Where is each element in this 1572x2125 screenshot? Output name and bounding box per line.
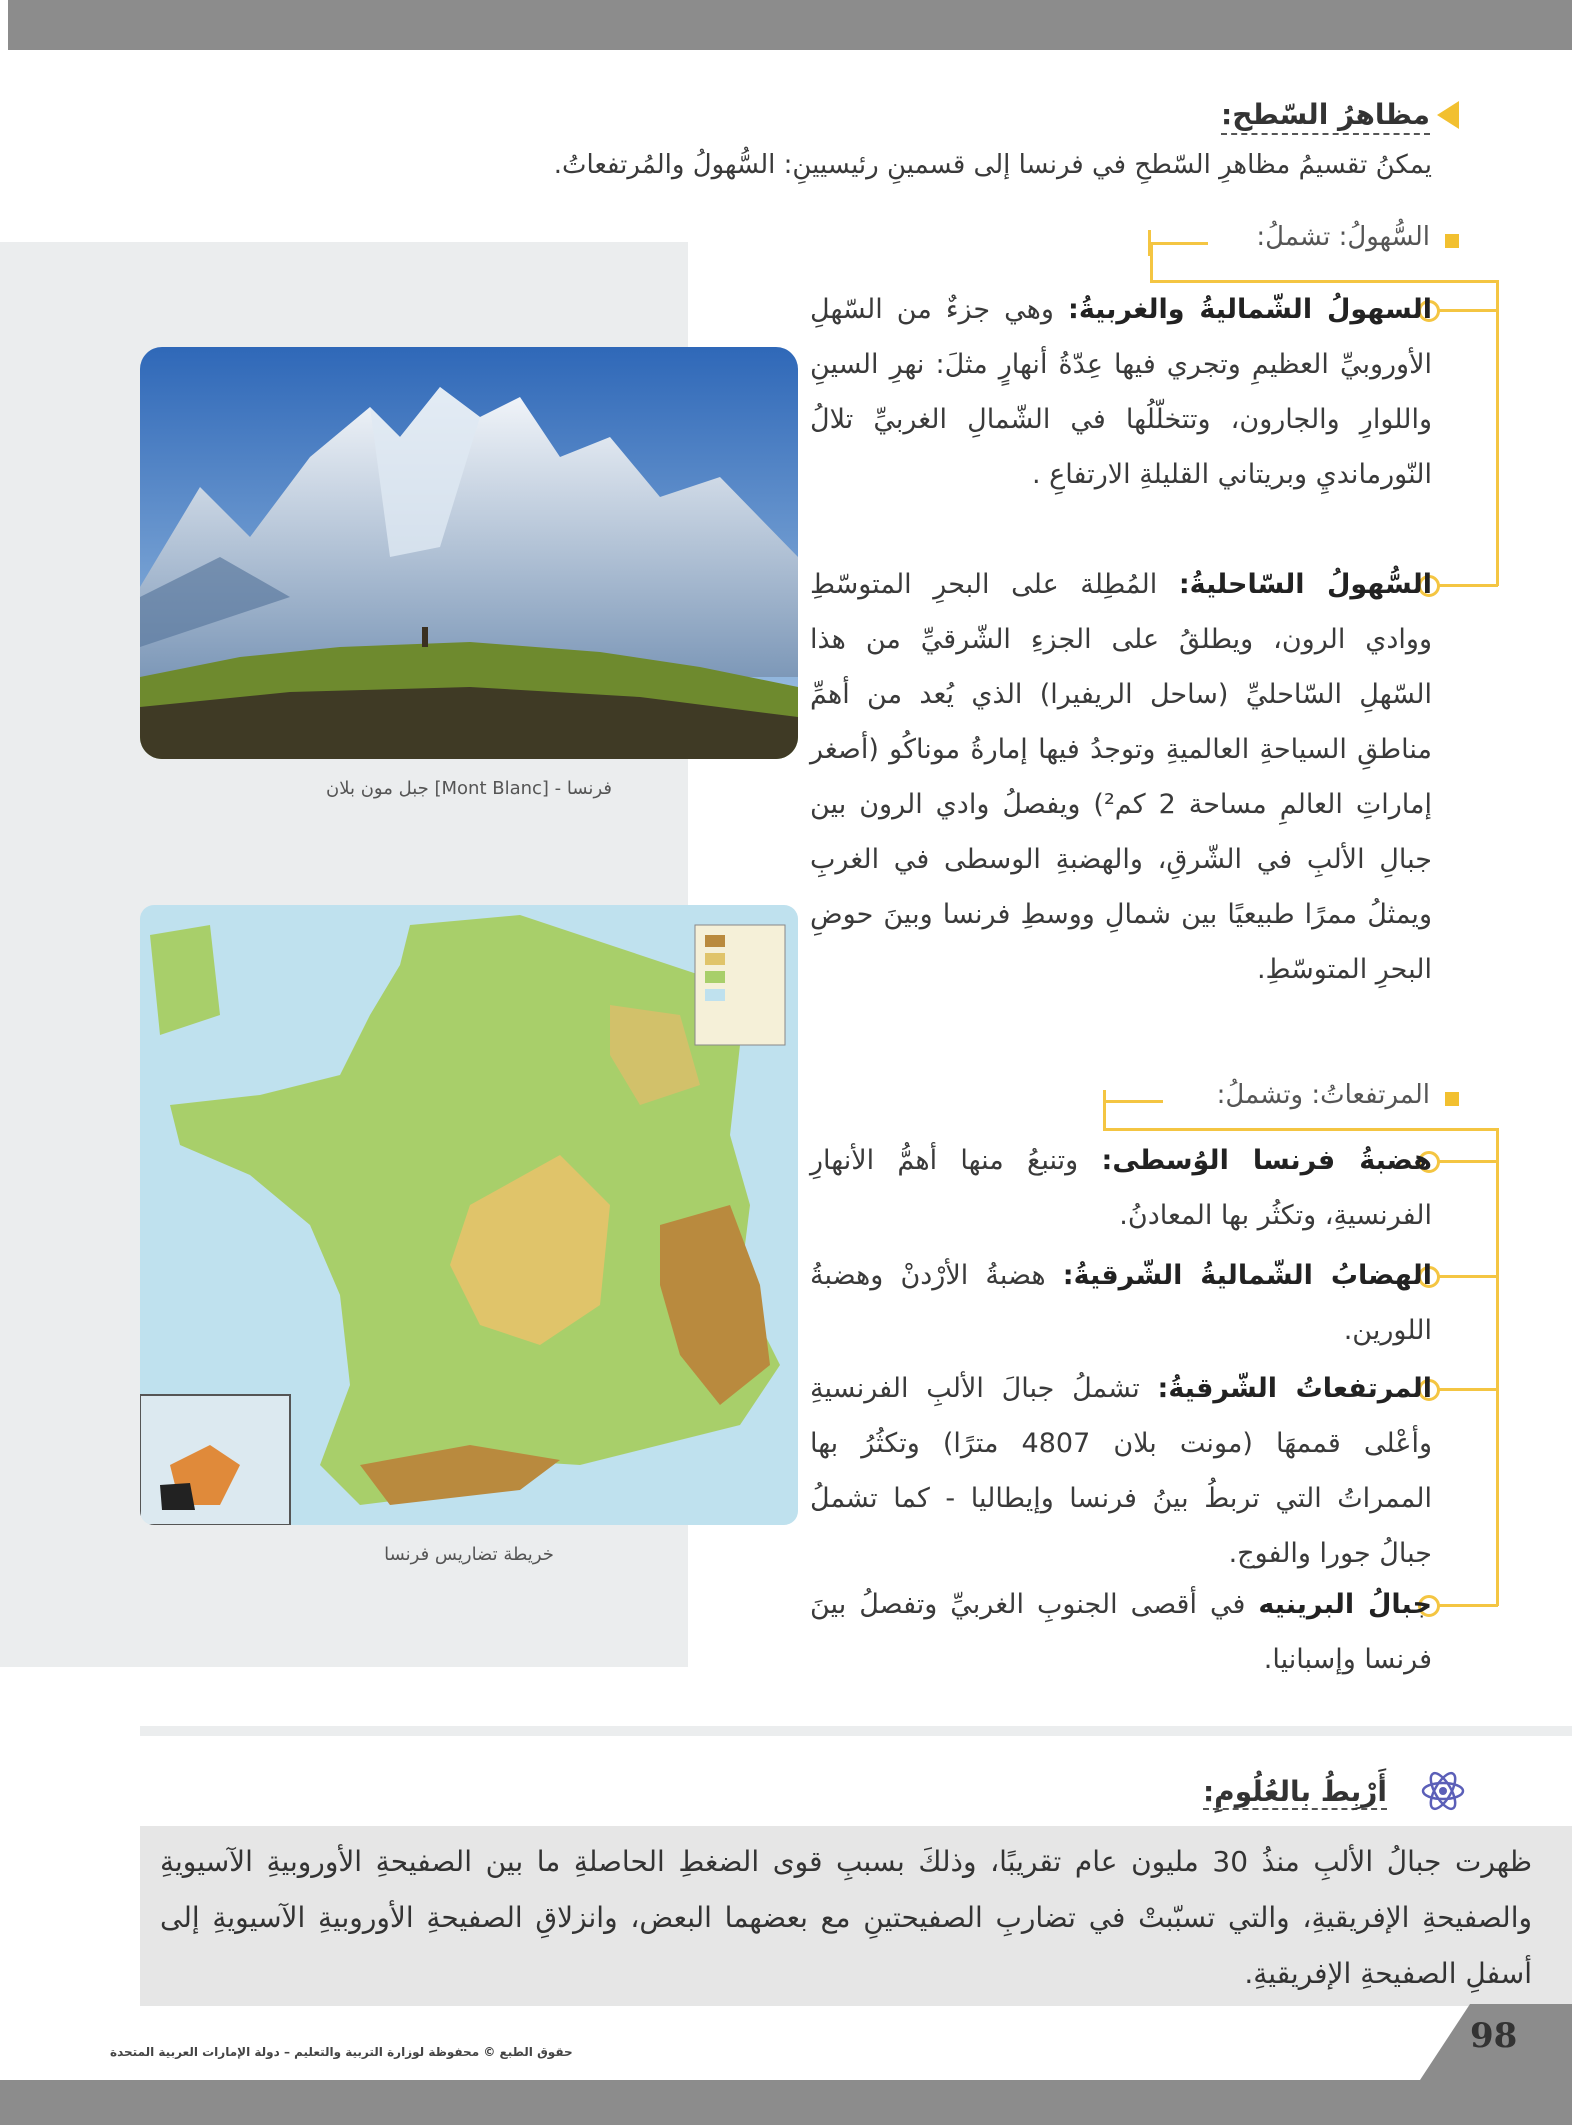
plains-item-title: السُّهولُ السّاحليةُ: — [1178, 569, 1432, 600]
highlands-label: المرتفعاتُ: وتشملُ: — [1216, 1080, 1430, 1110]
highlands-item — [810, 1248, 1432, 1358]
bullet-square-icon — [1445, 1092, 1459, 1106]
highlands-item-text: هضبةُ الأرْدنْ وهضبةُ اللورين. — [810, 1260, 1432, 1346]
mont-blanc-photo — [140, 347, 798, 759]
science-text: ظهرت جبالُ الألبِ منذُ 30 مليون عام تقريبًا، وذلكَ بسببِ قوى الضغطِ الحاصلةِ ما بين الصفيحةِ الأوروبيةِ الآسيويةِ والصفيحةِ الإفريقيةِ، والتي تسبّبتْ في تضاربِ الصفيحتينِ مع بعضهما البعض، وانزلاقِ الصفيحةِ الأوروبيةِ الآسيويةِ إلى أسفلِ الصفيحةِ الإفريقيةِ. — [160, 1845, 1532, 1990]
copyright-notice: حقوق الطبع © محفوظة لوزارة التربية والتعليم – دولة الإمارات العربية المتحدة — [110, 2045, 573, 2059]
science-heading: أَرْبِطُ بالعُلُومِ: — [1202, 1775, 1387, 1808]
top-bar — [8, 0, 1572, 50]
intro-text: يمكنُ تقسيمُ مظاهرِ السّطحِ في فرنسا إلى قسمينِ رئيسيينِ: السُّهولُ والمُرتفعاتُ. — [553, 150, 1432, 180]
plains-item — [810, 557, 1432, 997]
heading-arrow-icon — [1437, 101, 1459, 129]
highlands-item-text: وتنبعُ منها أهمُّ الأنهارِ الفرنسيةِ، وتكثُر بها المعادنُ. — [810, 1145, 1432, 1231]
plains-label: السُّهولُ: تشملُ: — [1256, 222, 1430, 252]
mountain-caption: جبل مون بلان [Mont Blanc] - فرنسا — [326, 778, 612, 799]
page-number: 98 — [1470, 2016, 1518, 2056]
highlands-item-title: جبالُ البرينيه — [1258, 1589, 1432, 1620]
highlands-item-text: في أقصى الجنوبِ الغربيِّ وتفصلُ بينَ فرنسا وإسبانيا. — [810, 1589, 1432, 1675]
map-caption: خريطة تضاريس فرنسا — [384, 1544, 554, 1565]
plains-item-title: السهولُ الشّماليةُ والغربيةُ: — [1068, 294, 1432, 325]
france-relief-map — [140, 905, 798, 1525]
plains-item — [810, 282, 1432, 502]
highlands-item-title: الهضابُ الشّماليةُ الشّرقيةُ: — [1062, 1260, 1432, 1291]
highlands-item-title: المرتفعاتُ الشّرقيةُ: — [1157, 1373, 1432, 1404]
section-heading: مظاهرُ السّطح: — [1221, 98, 1430, 135]
highlands-item — [810, 1133, 1432, 1243]
plains-item-text: وهي جزءٌ من السّهلِ الأوروبيِّ العظيمِ وتجري فيها عِدّةُ أنهارٍ مثلَ: نهرِ السينِ واللوارِ والجارون، وتتخلّلُها في الشّمالِ الغربيِّ تلالُ النّورمانديِ وبريتاني القليلةِ الارتفاعِ . — [810, 294, 1432, 490]
science-box — [140, 1826, 1572, 2006]
bullet-square-icon — [1445, 234, 1459, 248]
highlands-item-text: تشملُ جبالَ الألبِ الفرنسيةِ وأعْلى قممهَا (مونت بلان 4807 مترًا) وتكثُرُ بها الممراتُ التي تربطُ بينُ فرنسا وإيطاليا - كما تشملُ جبالُ جورا والفوج. — [810, 1373, 1432, 1569]
highlands-item-title: هضبةُ فرنسا الوُسطى: — [1101, 1145, 1432, 1176]
plains-item-text: المُطِلة على البحرِ المتوسّطِ ووادي الرون، ويطلقُ على الجزءِ الشّرقيِّ من هذا السّهلِ السّاحليِّ (ساحل الريفيرا) الذي يُعد من أهمِّ مناطقِ السياحةِ العالميةِ وتوجدُ فيها إمارةُ موناكُو (أصغر إماراتِ العالمِ مساحة 2 كم²) ويفصلُ وادي الرون بين جبالِ الألبِ في الشّرقِ، والهضبةِ الوسطى في الغربِ ويمثلُ ممرًا طبيعيًا بين شمالِ ووسطِ فرنسا وبينَ حوضِ البحرِ المتوسّطِ. — [810, 569, 1433, 985]
atom-icon — [1420, 1768, 1466, 1814]
section-divider — [140, 1726, 1572, 1736]
highlands-item — [810, 1577, 1432, 1687]
bottom-bar — [0, 2080, 1572, 2125]
highlands-item — [810, 1361, 1432, 1581]
